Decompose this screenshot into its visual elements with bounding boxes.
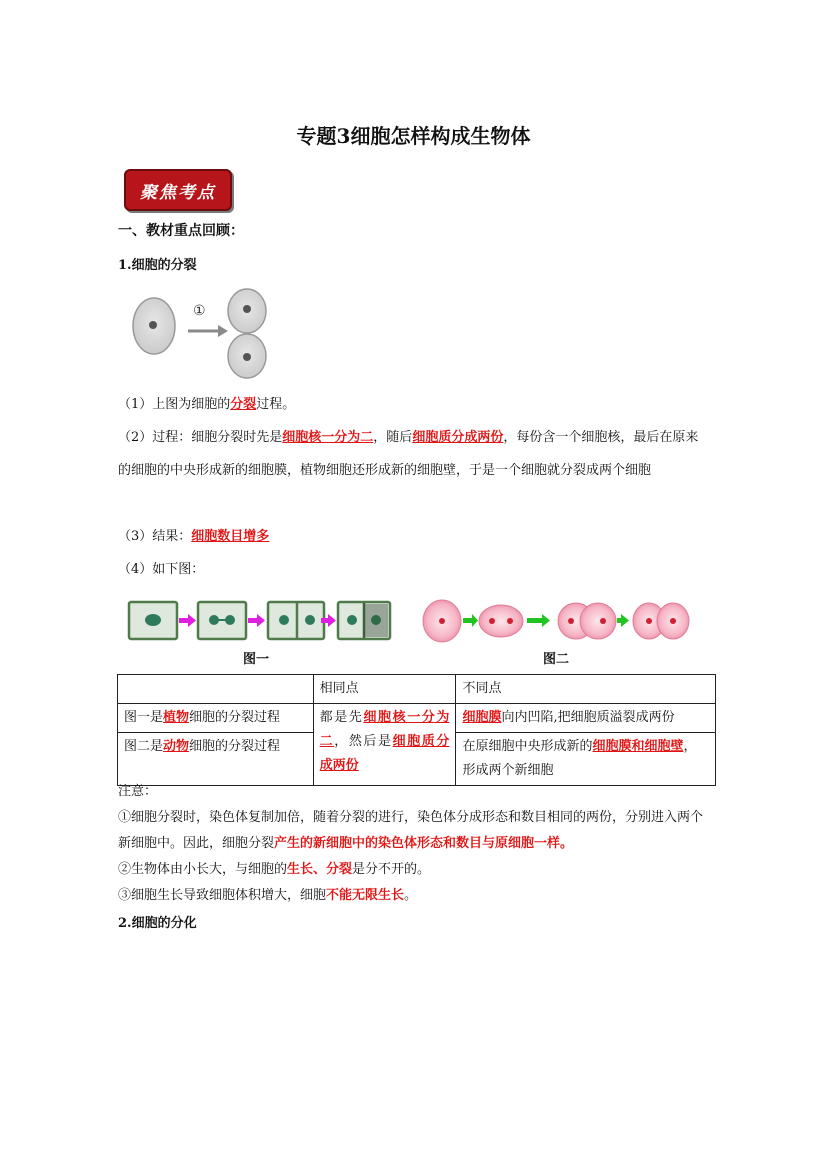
focus-badge: 聚焦考点 xyxy=(124,169,232,211)
figure-caption-2: 图二 xyxy=(543,652,570,667)
table-cell-diff-plant: 细胞膜向内凹陷,把细胞质溢裂成两份 xyxy=(456,704,716,733)
table-cell-diff-animal: 在原细胞中央形成新的细胞膜和细胞壁，形成两个新细胞 xyxy=(456,733,716,786)
note-title: 注意： xyxy=(118,784,158,799)
page-title: 专题3细胞怎样构成生物体 xyxy=(296,124,531,148)
comparison-table xyxy=(117,674,716,786)
table-header-empty xyxy=(118,675,314,704)
item-2: （2）过程：细胞分裂时先是细胞核一分为二，随后细胞质分成两份，每份含一个细胞核，最后在原来的细胞的中央形成新的细胞膜，植物细胞还形成新的细胞壁，于是一个细胞就分裂成两个细胞 xyxy=(118,430,699,478)
item-4: （4）如下图： xyxy=(118,562,205,577)
parent-nucleus xyxy=(149,321,157,329)
table-header-same: 相同点 xyxy=(313,675,456,704)
table-row-plant: 图一是植物细胞的分裂过程 xyxy=(118,704,314,733)
item-1: （1）上图为细胞的分裂过程。 xyxy=(118,397,296,412)
cell-division-figure xyxy=(128,280,278,382)
plant-division-figure xyxy=(126,598,394,644)
table-header-diff: 不同点 xyxy=(456,675,716,704)
section-heading: 一、教材重点回顾： xyxy=(118,223,244,239)
subsection-heading-division: 1.细胞的分裂 xyxy=(118,258,197,273)
table-cell-same: 都是先细胞核一分为二，然后是细胞质分成两份 xyxy=(313,704,456,786)
figure-caption-1: 图一 xyxy=(243,652,270,667)
note-2: ②生物体由小长大，与细胞的生长、分裂是分不开的。 xyxy=(118,862,431,877)
note-1: ①细胞分裂时，染色体复制加倍，随着分裂的进行，染色体分成形态和数目相同的两份，分别进入两个新细胞中。因此，细胞分裂产生的新细胞中的染色体形态和数目与原细胞一样。 xyxy=(118,810,704,851)
subsection-heading-differentiation: 2.细胞的分化 xyxy=(118,916,197,931)
item-3: （3）结果：细胞数目增多 xyxy=(118,529,270,544)
note-3: ③细胞生长导致细胞体积增大，细胞不能无限生长。 xyxy=(118,888,418,903)
animal-division-figure xyxy=(420,597,692,645)
step-number: ① xyxy=(193,303,206,319)
table-row-animal: 图二是动物细胞的分裂过程 xyxy=(118,733,314,786)
